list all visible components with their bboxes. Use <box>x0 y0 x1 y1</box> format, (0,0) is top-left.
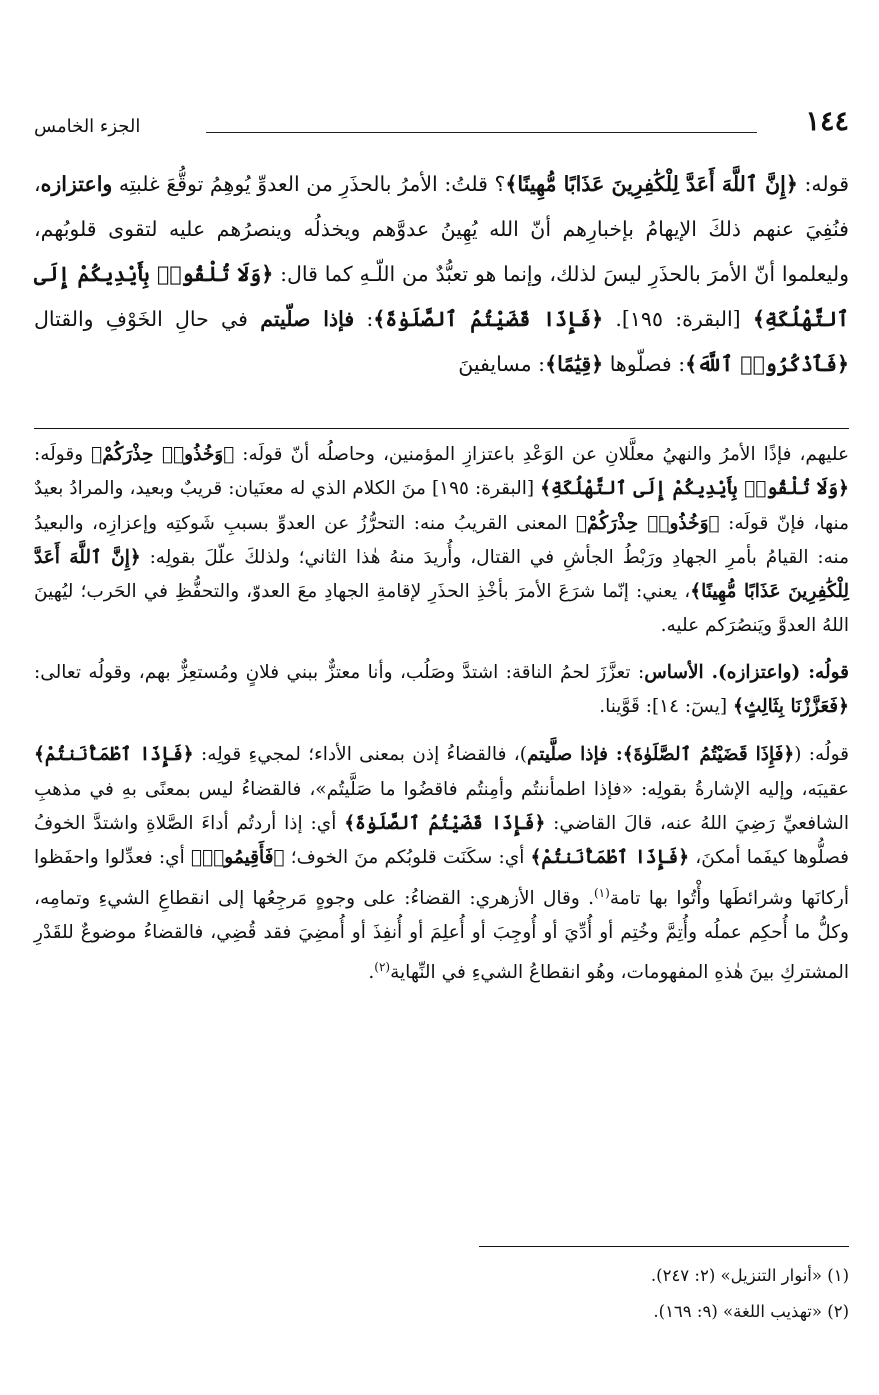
text-run: [البقرة: ١٩٥]. <box>603 307 753 331</box>
section-divider <box>34 428 849 429</box>
text-run: ، يعني: إنّما شرَعَ الأمرَ بأخْذِ الحذَرِ لإقامةِ الجهادِ معَ العدوّ، والتحفُّظِ في الحَرب؛ ليُهينَ اللهُ العدوَّ ويَنصُرَكم عليه. <box>34 581 849 637</box>
text-run: في حالِ الخَوْفِ والقتال <box>34 307 261 331</box>
page-header <box>34 104 849 144</box>
part-title: الجزء الخامس <box>34 116 141 137</box>
text-run: )، فالقضاءُ إذن بمعنى الأداء؛ لمجيءِ قولِه: <box>193 744 527 766</box>
quran-quote: ﴿فَأَقِيمُوا۟﴾ <box>190 847 285 869</box>
quran-quote: ﴿فَإِذَا قَضَيْتُمُ ٱلصَّلَوٰةَ﴾ <box>373 307 604 331</box>
text-run: عقيبَه، وإليه الإشارةُ بقولِه: «فإذا اطمأننتُم وأمِنتُم فاقضُوا ما صَلَّيتُم»، فالقضاءُ ليس بمعنًى بهِ في مذهبِ الشافعيِّ رَضِيَ اللهُ عنه، قالَ القاضي: <box>34 778 849 834</box>
commentary <box>34 438 849 1005</box>
footnote-2: (٢) «تهذيب اللغة» (٩: ١٦٩). <box>653 1302 849 1321</box>
footnotes <box>34 1258 849 1330</box>
text-run: : فصلّوها <box>603 352 686 376</box>
bold-text: قولُه: (واعتزازه). الأساس <box>644 661 849 683</box>
quran-quote: ﴿فَإِذَا ٱطْمَأْنَنتُمْ﴾ <box>34 744 194 766</box>
text-run: . وقال الأزهري: القضاءُ: على وجوهٍ مَرجِعُها إلى انقطاعِ الشيءِ وتمامِه، وكلُّ ما أُحكِم عملُه وأُتِمَّ وخُتِم أو أُدِّيَ أو أُوجِبَ أو أُعلِمَ أو أُنفِذَ أو أُمضِيَ فقد قُضِي، فالقضاءُ موضوعٌ للقَدْرِ المشتركِ بينَ هٰذهِ المفهومات، وهُو انقطاعُ الشيءِ في النِّهاية <box>34 887 849 984</box>
quran-quote: ﴿قِيَٰمًا﴾ <box>545 352 604 376</box>
text-run: [يسٓ: ١٤]: قَوَّينا. <box>599 696 733 718</box>
commentary-paragraph <box>34 438 849 644</box>
text-run: المعنى القريبُ منه: التحرُّزُ عن العدوِّ بسببِ شَوكتِه وإعزازِه، والبعيدُ منه: القيامُ بأمرِ الجهادِ ورَبْطُ الجأشِ في القتال، وأُريدَ منهُ هٰذا الثاني؛ ولذلكَ علّلَ بقولِه: <box>34 512 849 568</box>
text-run: وقولَه: <box>34 444 92 465</box>
quran-quote: ﴿إِنَّ ٱللَّهَ أَعَدَّ لِلْكَٰفِرِينَ عَذَابًا مُّهِينًا﴾ <box>34 546 849 603</box>
quran-quote: ﴿فَإِذَا قَضَيْتُمُ ٱلصَّلَوٰةَ﴾ <box>622 744 795 766</box>
text-run: : <box>354 307 374 331</box>
quran-quote: ﴿وَلَا تُلْقُوا۟ بِأَيْدِيكُمْ إِلَى ٱلتَّهْلُكَةِ﴾ <box>34 262 849 331</box>
quran-quote: ﴿فَٱذْكُرُوا۟ ٱللَّهَ﴾ <box>685 352 849 376</box>
bold-text: واعتزازه <box>40 172 113 196</box>
main-text <box>34 162 849 387</box>
quran-quote: ﴿إِنَّ ٱللَّهَ أَعَدَّ لِلْكَٰفِرِينَ عَذَابًا مُّهِينًا﴾ <box>505 172 798 196</box>
footnote-rule <box>479 1246 849 1247</box>
bold-text: فإذا صلّيتم <box>260 307 355 331</box>
text-run: ، فنُفِيَ عنهم ذلكَ الإيهامُ بإخبارِهم أنّ الله يُهِينُ عدوَّهم ويخذلُه وينصرُهم عليه لتقوى قلوبُهم، وليعلموا أنّ الأمرَ بالحذَرِ ليسَ لذلك، وإنما هو تعبُّدٌ من اللّـهِ كما قال: <box>34 172 850 286</box>
footnote-ref: (١) <box>593 885 610 900</box>
page-number: ١٤٤ <box>805 106 849 137</box>
commentary-paragraph <box>34 656 849 725</box>
header-rule <box>206 132 757 133</box>
footnote-1: (١) «أنوار التنزيل» (٢: ٢٤٧). <box>650 1266 849 1285</box>
text-run: أي: سكَنَت قلوبُكم منَ الخوف؛ <box>284 847 531 869</box>
main-paragraph <box>34 162 849 387</box>
quran-quote: ﴿فَإِذَا قَضَيْتُمُ ٱلصَّلَوٰةَ﴾ <box>344 812 546 834</box>
quran-quote: ﴿فَإِذَا ٱطْمَأْنَنتُمْ﴾ <box>530 847 690 869</box>
text-run: : مسايفينَ <box>458 352 546 376</box>
commentary-paragraph <box>34 738 849 990</box>
text-run: أي: إذا أردتُم أداءَ الصَّلاةِ واشتدَّ الخوفُ فصلُّوها كيفَما أمكنَ، <box>34 812 849 869</box>
text-run: ؟ قلتُ: الأمرُ بالحذَرِ من العدوِّ يُوهِمُ توقُّعَ غلبتِه <box>112 172 506 196</box>
footnote-ref: (٢) <box>374 960 391 975</box>
quran-quote: ﴿وَلَا تُلْقُوا۟ بِأَيْدِيكُمْ إِلَى ٱلتَّهْلُكَةِ﴾ <box>540 478 849 500</box>
bold-text: : فإذا صلَّيتم <box>526 744 623 766</box>
quran-quote: ﴿فَعَزَّزْنَا بِثَالِثٍ﴾ <box>733 696 849 718</box>
text-run: . <box>368 962 375 984</box>
quran-quote: ﴿وَخُذُوا۟ حِذْرَكُمْ﴾ <box>91 444 235 465</box>
text-run: [البقرة: ١٩٥] منَ الكلام الذي له معنَيان: قريبٌ وبعيد، والمرادُ بعيدٌ منها، فإنّ قولَه: <box>34 478 850 534</box>
text-run: أي: فعدِّلوا واحفَظوا أركانَها وشرائطَها وأْتُوا بها تامة <box>34 847 849 909</box>
text-run: قولُه: ( <box>794 744 849 766</box>
text-run: عليهم، فإذًا الأمرُ والنهيُ معلَّلانِ عن الوَعْدِ باعتزازِ المؤمنين، وحاصلُه أنّ قولَه: <box>234 444 850 465</box>
quran-quote: ﴿وَخُذُوا۟ حِذْرَكُمْ﴾ <box>575 512 720 534</box>
text-run: : تعزَّزَ لحمُ الناقة: اشتدَّ وصَلُب، وأنا معتزٌّ ببني فلانٍ ومُستعِزٌّ بهم، وقولُه تعالى: <box>34 661 645 683</box>
text-run: قوله: <box>797 172 849 196</box>
